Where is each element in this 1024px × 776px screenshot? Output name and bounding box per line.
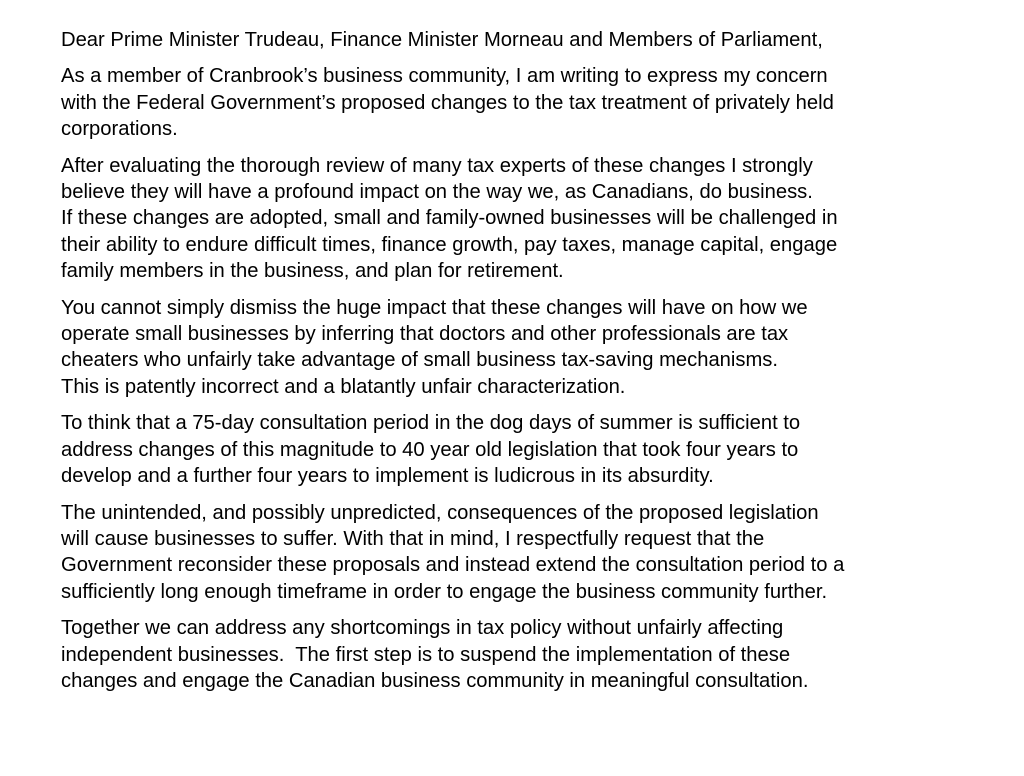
paragraph-line: with the Federal Government’s proposed changes to the tax treatment of privately held <box>61 91 834 114</box>
paragraph-line: changes and engage the Canadian business community in meaningful consultation. <box>61 669 809 692</box>
paragraph-line: operate small businesses by inferring that doctors and other professionals are tax <box>61 323 789 346</box>
paragraph-line: If these changes are adopted, small and family-owned businesses will be challenged in <box>61 207 838 230</box>
paragraph-line: address changes of this magnitude to 40 year old legislation that took four years to <box>61 438 799 461</box>
paragraph-line: believe they will have a profound impact on the way we, as Canadians, do business. <box>61 181 813 204</box>
paragraph-line: The unintended, and possibly unpredicted, consequences of the proposed legislation <box>61 501 819 524</box>
letter-body <box>61 27 1011 704</box>
paragraph-line: will cause businesses to suffer. With that in mind, I respectfully request that the <box>61 527 765 550</box>
paragraph-line: cheaters who unfairly take advantage of small business tax-saving mechanisms. <box>61 349 779 372</box>
paragraph-1 <box>61 63 1011 142</box>
paragraph-line: This is patently incorrect and a blatantly unfair characterization. <box>61 375 626 398</box>
paragraph-4 <box>61 410 1011 489</box>
salutation-line: Dear Prime Minister Trudeau, Finance Minister Morneau and Members of Parliament, <box>61 29 823 51</box>
paragraph-5 <box>61 500 1011 606</box>
paragraph-line: family members in the business, and plan for retirement. <box>61 260 564 283</box>
paragraph-line: To think that a 75-day consultation period in the dog days of summer is sufficient to <box>61 412 801 435</box>
paragraph-line: Together we can address any shortcomings in tax policy without unfairly affecting <box>61 617 784 640</box>
paragraph-6 <box>61 615 1011 694</box>
paragraph-2 <box>61 153 1011 285</box>
paragraph-line: As a member of Cranbrook’s business community, I am writing to express my concern <box>61 65 828 88</box>
paragraph-line: develop and a further four years to implement is ludicrous in its absurdity. <box>61 465 714 488</box>
paragraph-line: You cannot simply dismiss the huge impact that these changes will have on how we <box>61 296 808 319</box>
paragraph-3 <box>61 295 1011 401</box>
salutation <box>61 27 1011 53</box>
paragraph-line: After evaluating the thorough review of many tax experts of these changes I strongly <box>61 154 813 177</box>
paragraph-line: their ability to endure difficult times, finance growth, pay taxes, manage capital, engage <box>61 233 838 256</box>
paragraph-line: independent businesses. The first step is to suspend the implementation of these <box>61 643 791 666</box>
paragraph-line: Government reconsider these proposals and instead extend the consultation period to a <box>61 554 845 577</box>
paragraph-line: sufficiently long enough timeframe in order to engage the business community further. <box>61 580 828 603</box>
paragraph-line: corporations. <box>61 118 178 141</box>
